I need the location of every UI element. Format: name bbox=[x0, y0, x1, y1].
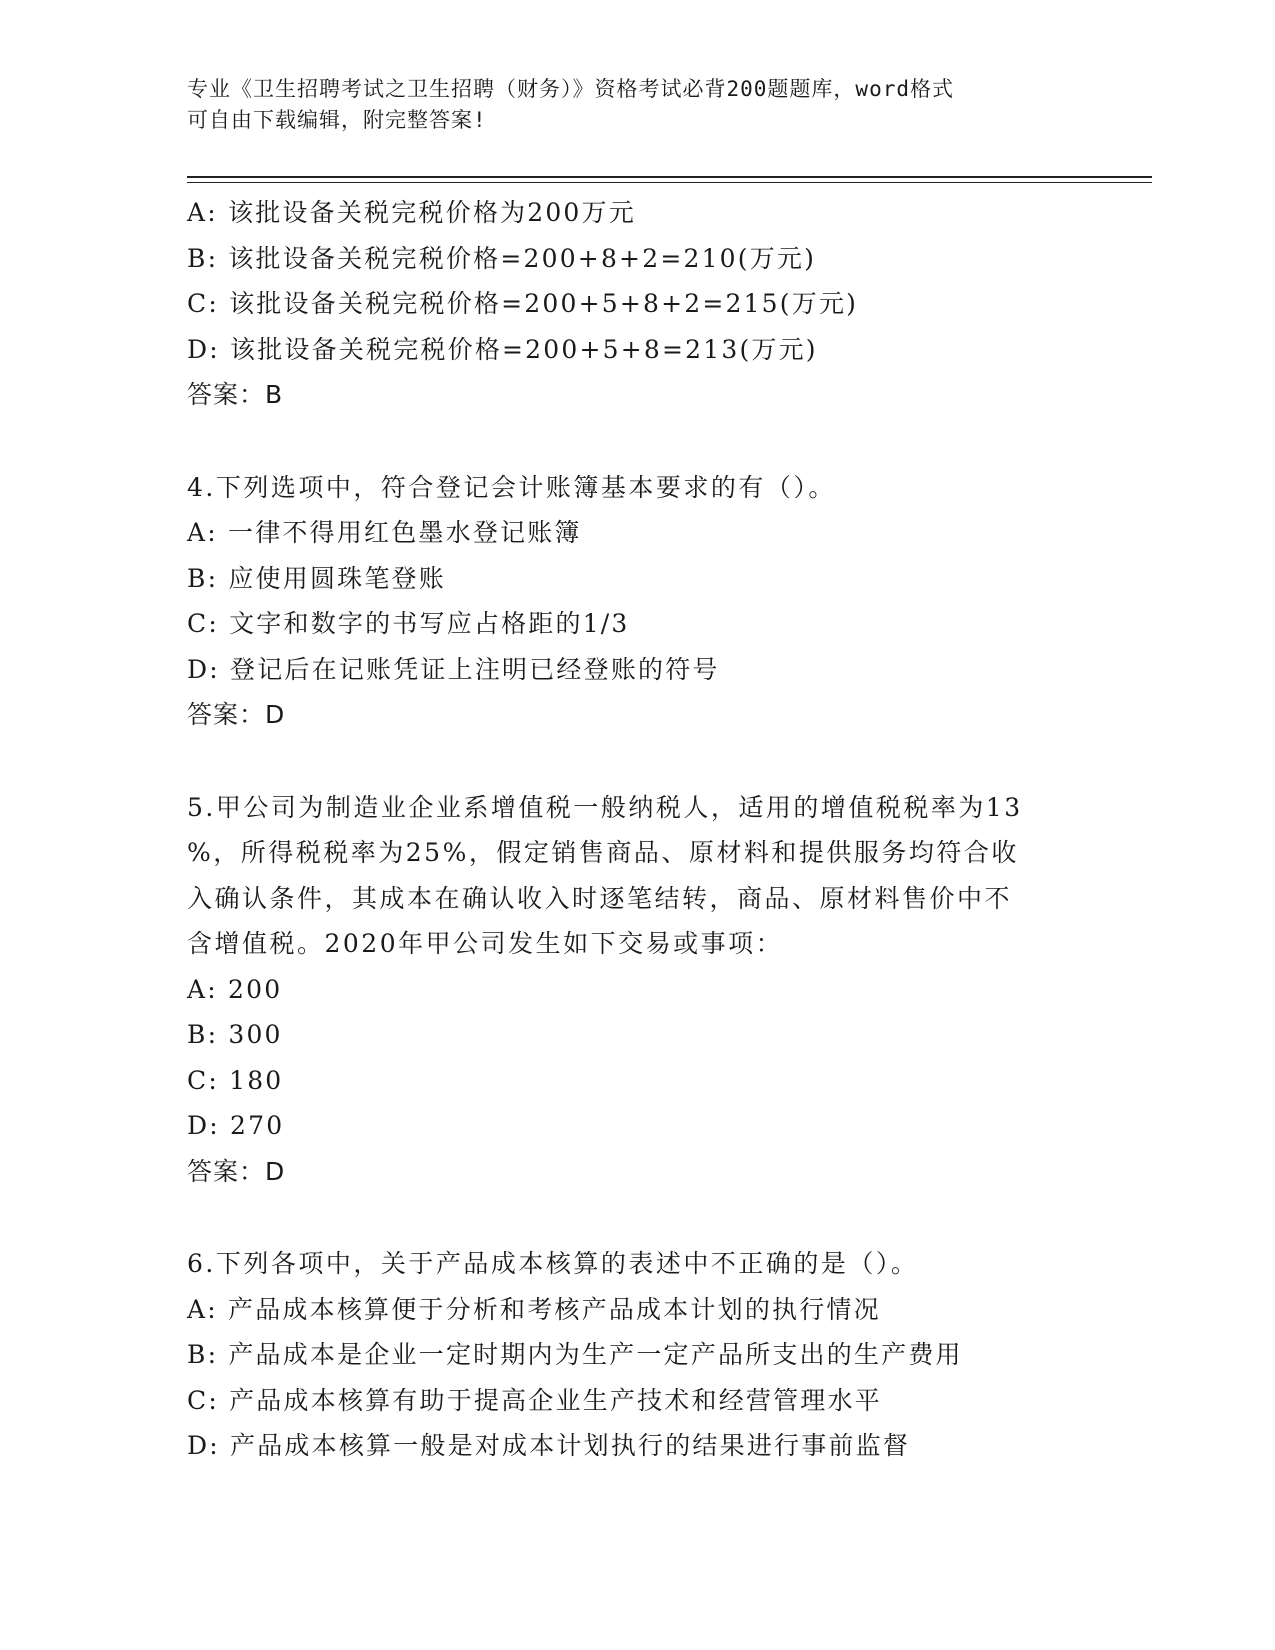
question-stem: 入确认条件，其成本在确认收入时逐笔结转，商品、原材料售价中不 bbox=[187, 883, 1013, 913]
question-6 bbox=[187, 1241, 1077, 1469]
option-c: C: 该批设备关税完税价格=200+5+8+2=215(万元) bbox=[187, 289, 859, 318]
document-body bbox=[187, 190, 1077, 1469]
answer-line: 答案：B bbox=[187, 380, 284, 409]
question-stem: %，所得税税率为25%，假定销售商品、原材料和提供服务均符合收 bbox=[187, 838, 1019, 867]
header-divider-thick bbox=[187, 176, 1152, 178]
question-stem: 6.下列各项中，关于产品成本核算的表述中不正确的是（）。 bbox=[187, 1249, 919, 1278]
header-line-2: 可自由下载编辑，附完整答案! bbox=[187, 108, 487, 132]
question-stem: 5.甲公司为制造业企业系增值税一般纳税人，适用的增值税税率为13 bbox=[187, 792, 1023, 822]
header-line-1: 专业《卫生招聘考试之卫生招聘（财务）》资格考试必背200题题库，word格式 bbox=[187, 77, 954, 101]
answer-line: 答案：D bbox=[187, 1156, 286, 1186]
option-a: A: 200 bbox=[187, 974, 283, 1004]
option-d: D: 产品成本核算一般是对成本计划执行的结果进行事前监督 bbox=[187, 1431, 911, 1460]
option-d: D: 登记后在记账凭证上注明已经登账的符号 bbox=[187, 654, 720, 684]
option-c: C: 180 bbox=[187, 1065, 284, 1095]
document-header bbox=[187, 74, 1087, 136]
option-d: D: 该批设备关税完税价格=200+5+8=213(万元) bbox=[187, 334, 818, 364]
option-a: A: 该批设备关税完税价格为200万元 bbox=[187, 198, 636, 227]
question-4 bbox=[187, 465, 1077, 738]
option-b: B: 300 bbox=[187, 1020, 283, 1049]
option-c: C: 产品成本核算有助于提高企业生产技术和经营管理水平 bbox=[187, 1385, 882, 1415]
option-d: D: 270 bbox=[187, 1111, 285, 1140]
spacer bbox=[187, 418, 1077, 465]
option-b: B: 该批设备关税完税价格=200+8+2=210(万元) bbox=[187, 243, 817, 273]
option-b: B: 应使用圆珠笔登账 bbox=[187, 563, 446, 593]
option-b: B: 产品成本是企业一定时期内为生产一定产品所支出的生产费用 bbox=[187, 1340, 963, 1369]
option-c: C: 文字和数字的书写应占格距的1/3 bbox=[187, 609, 630, 638]
option-a: A: 产品成本核算便于分析和考核产品成本计划的执行情况 bbox=[187, 1294, 881, 1324]
header-divider-thin bbox=[187, 182, 1152, 183]
question-5 bbox=[187, 785, 1077, 1195]
spacer bbox=[187, 1194, 1077, 1241]
question-3-tail bbox=[187, 190, 1077, 418]
question-stem: 4.下列选项中，符合登记会计账簿基本要求的有（）。 bbox=[187, 472, 836, 502]
option-a: A: 一律不得用红色墨水登记账簿 bbox=[187, 518, 582, 547]
spacer bbox=[187, 738, 1077, 785]
question-stem: 含增值税。2020年甲公司发生如下交易或事项： bbox=[187, 929, 784, 958]
answer-line: 答案：D bbox=[187, 700, 286, 729]
